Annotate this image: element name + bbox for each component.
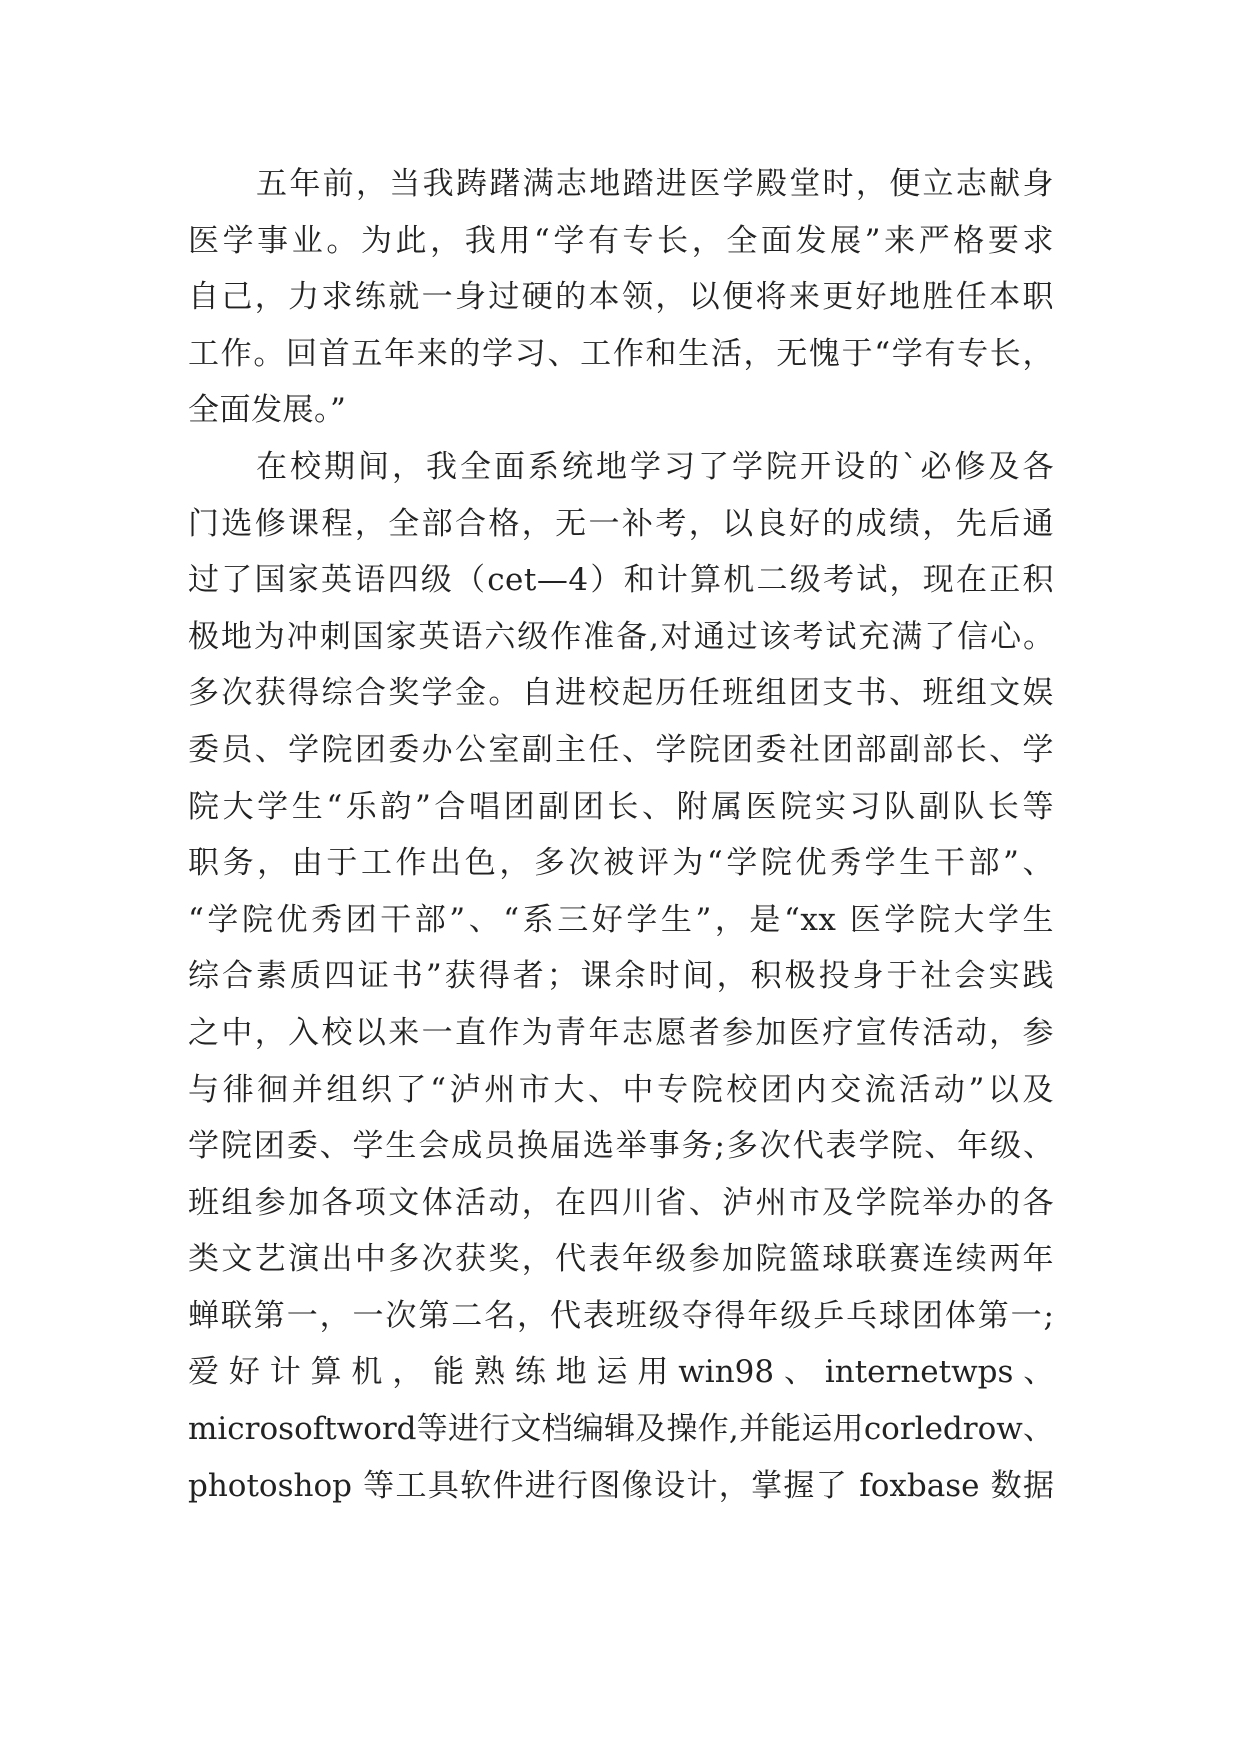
paragraph-school-experience bbox=[188, 439, 1054, 1514]
text-line: 委员、学院团委办公室副主任、学院团委社团部副部长、学 bbox=[188, 731, 1054, 768]
text-line: 综合素质四证书”获得者；课余时间，积极投身于社会实践 bbox=[188, 958, 1054, 995]
text-line: 班组参加各项文体活动，在四川省、泸州市及学院举办的各 bbox=[188, 1184, 1054, 1221]
text-line: 全面发展。” bbox=[188, 392, 347, 429]
text-line: 自己，力求练就一身过硬的本领，以便将来更好地胜任本职 bbox=[188, 279, 1054, 316]
text-line: 多次获得综合奖学金。自进校起历任班组团支书、班组文娱 bbox=[188, 675, 1054, 712]
text-line: “学院优秀团干部”、“系三好学生”，是“xx 医学院大学生 bbox=[188, 901, 1054, 938]
text-line: 爱 好 计 算 机 ， 能 熟 练 地 运 用 win98 、 internetwps 、 bbox=[188, 1354, 1055, 1391]
text-line: 与徘徊并组织了“泸州市大、中专院校团内交流活动”以及 bbox=[188, 1071, 1054, 1108]
text-line: 之中，入校以来一直作为青年志愿者参加医疗宣传活动，参 bbox=[188, 1014, 1054, 1051]
text-line: 院大学生“乐韵”合唱团副团长、附属医院实习队副队长等 bbox=[188, 788, 1054, 825]
text-line: 蝉联第一，一次第二名，代表班级夺得年级乒乓球团体第一; bbox=[188, 1297, 1054, 1334]
paragraph-intro bbox=[188, 156, 1054, 439]
text-line: 极地为冲刺国家英语六级作准备,对通过该考试充满了信心。 bbox=[188, 618, 1054, 655]
text-line: 职务，由于工作出色，多次被评为“学院优秀学生干部”、 bbox=[188, 845, 1054, 882]
text-line: 过了国家英语四级（cet—4）和计算机二级考试，现在正积 bbox=[188, 562, 1054, 599]
text-line: 学院团委、学生会成员换届选举事务;多次代表学院、年级、 bbox=[188, 1128, 1054, 1165]
text-line: 五年前，当我踌躇满志地踏进医学殿堂时，便立志献身 bbox=[256, 166, 1054, 202]
text-line: 类文艺演出中多次获奖，代表年级参加院篮球联赛连续两年 bbox=[188, 1241, 1054, 1278]
document-body bbox=[188, 156, 1054, 1514]
text-line: 门选修课程，全部合格，无一补考，以良好的成绩，先后通 bbox=[188, 505, 1054, 542]
text-line: 医学事业。为此，我用“学有专长，全面发展”来严格要求 bbox=[188, 222, 1054, 259]
text-line: 工作。回首五年来的学习、工作和生活，无愧于“学有专长， bbox=[188, 335, 1054, 372]
text-line: microsoftword等进行文档编辑及操作,并能运用corledrow、 bbox=[188, 1411, 1054, 1448]
text-line: photoshop 等工具软件进行图像设计，掌握了 foxbase 数据 bbox=[188, 1467, 1054, 1504]
text-line: 在校期间，我全面系统地学习了学院开设的`必修及各 bbox=[256, 448, 1054, 485]
